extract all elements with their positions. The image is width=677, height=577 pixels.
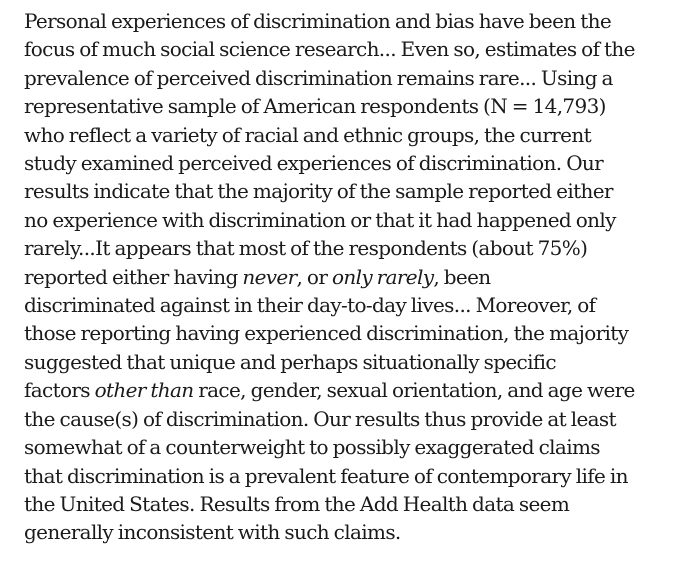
passage-line: who reflect a variety of racial and ethnic groups, the current	[24, 122, 591, 147]
passage-line: Personal experiences of discrimination and bias have been the	[24, 9, 612, 33]
passage-line: the United States. Results from the Add Health data seem	[24, 491, 570, 516]
passage-line: discriminated against in their day-to-day lives... Moreover, of	[24, 293, 596, 318]
passage-line: reported either having never, or only rarely, been	[24, 264, 491, 289]
passage-line: generally inconsistent with such claims.	[24, 520, 401, 545]
passage-line: rarely...It appears that most of the respondents (about 75%)	[24, 236, 588, 261]
emphasis-never: never	[242, 264, 297, 289]
passage-line: no experience with discrimination or that it had happened only	[24, 207, 616, 232]
passage-line: study examined perceived experiences of discrimination. Our	[24, 151, 604, 176]
passage-line: representative sample of American respondents (N = 14,793)	[24, 94, 606, 119]
passage-line: suggested that unique and perhaps situationally specific	[24, 349, 556, 374]
passage-line: prevalence of perceived discrimination remains rare... Using a	[24, 65, 613, 90]
passage-line: the cause(s) of discrimination. Our results thus provide at least	[24, 406, 616, 431]
passage-line: focus of much social science research... Even so, estimates of the	[24, 37, 635, 62]
emphasis-other-than: other than	[94, 378, 194, 403]
passage-line: that discrimination is a prevalent feature of contemporary life in	[24, 463, 628, 488]
quoted-passage	[24, 7, 664, 547]
passage-line: results indicate that the majority of the sample reported either	[24, 179, 613, 204]
passage-line: somewhat of a counterweight to possibly exaggerated claims	[24, 435, 600, 460]
emphasis-only-rarely: only rarely	[331, 264, 434, 289]
passage-line: factors other than race, gender, sexual orientation, and age were	[24, 378, 635, 403]
passage-line: those reporting having experienced discrimination, the majority	[24, 321, 629, 346]
